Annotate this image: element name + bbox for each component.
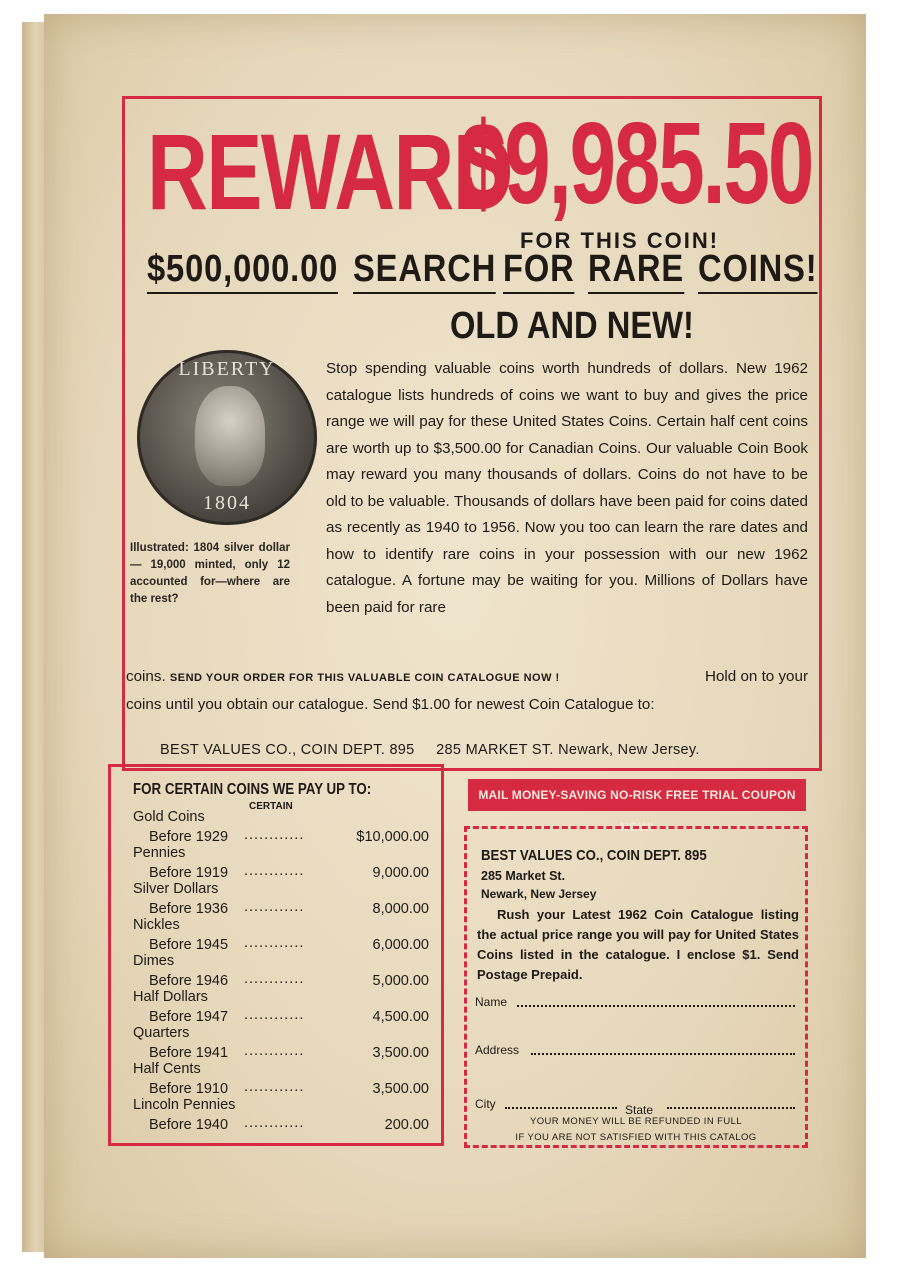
row-value: 3,500.00 — [372, 1081, 429, 1097]
headline-for: FOR — [503, 250, 575, 294]
price-table-subtitle: CERTAIN — [249, 801, 293, 812]
row-value: 4,500.00 — [372, 1009, 429, 1025]
reward-heading: REWARD — [147, 111, 513, 232]
headline-search: SEARCH — [353, 250, 496, 294]
price-row — [149, 1009, 429, 1025]
price-row — [149, 1117, 429, 1133]
row-item: Before 1929 — [149, 829, 229, 845]
order-coupon[interactable] — [464, 826, 808, 1148]
address-label: Address — [475, 1043, 520, 1057]
row-item: Before 1940 — [149, 1117, 229, 1133]
address-field[interactable] — [475, 1043, 795, 1057]
leader-dots: ............ — [244, 1043, 305, 1059]
leader-dots: ............ — [244, 1007, 305, 1023]
address-line: BEST VALUES CO., COIN DEPT. 895 285 MARKET ST. Newark, New Jersey. — [160, 742, 700, 758]
row-value: 9,000.00 — [372, 865, 429, 881]
category-half-dollars: Half Dollars — [133, 989, 208, 1005]
leader-dots: ............ — [244, 899, 305, 915]
leader-dots: ............ — [244, 1079, 305, 1095]
category-nickles: Nickles — [133, 917, 180, 933]
row-value: 6,000.00 — [372, 937, 429, 953]
name-line[interactable] — [517, 1005, 795, 1007]
coupon-banner: MAIL MONEY-SAVING NO-RISK FREE TRIAL COUPON NOW! — [468, 779, 806, 811]
city-state-field[interactable] — [475, 1097, 795, 1117]
category-quarters: Quarters — [133, 1025, 190, 1041]
for-this-coin-text: FOR THIS COIN! — [520, 228, 720, 253]
state-label: State — [625, 1103, 654, 1117]
name-label: Name — [475, 995, 508, 1009]
category-half-cents: Half Cents — [133, 1061, 201, 1077]
city-label: City — [475, 1097, 496, 1111]
price-row — [149, 901, 429, 917]
headline-coins: COINS! — [698, 250, 818, 294]
row-value: 3,500.00 — [372, 1045, 429, 1061]
name-field[interactable] — [475, 995, 795, 1009]
coupon-message: Rush your Latest 1962 Coin Catalogue listing the actual price range you will pay for United States Coins listed in the catalogue. I enclose $1. Send Postage Prepaid. — [477, 907, 799, 982]
silver-dollar-image — [137, 350, 317, 525]
body-text — [326, 356, 808, 621]
price-row — [149, 973, 429, 989]
row-item: Before 1947 — [149, 1009, 229, 1025]
state-line[interactable] — [667, 1107, 795, 1109]
category-pennies: Pennies — [133, 845, 186, 861]
address-line-input[interactable] — [531, 1053, 795, 1055]
body-paragraph: Stop spending valuable coins worth hundreds of dollars. New 1962 catalogue lists hundreds of coins we want to buy and gives the price range we will pay for these United States Coins. Certain half cent coins are worth up to $3,500.00 for Canadian Coins. Our valuable Coin Book may reward you many thousands of dollars. Coins do not have to be old to be valuable. Thousands of dollars have been paid for coins dated as recently as 1940 to 1956. Now you too can learn the rare dates and how to identify rare coins in your possession with our new 1962 catalogue. A fortune may be waiting for you. Millions of Dollars have been paid for rare — [326, 360, 808, 616]
price-row — [149, 829, 429, 845]
old-and-new-text: OLD AND NEW! — [450, 305, 694, 347]
headline-rare: RARE — [588, 250, 684, 294]
price-table-title: FOR CERTAIN COINS WE PAY UP TO: — [133, 781, 372, 798]
row-value: 8,000.00 — [372, 901, 429, 917]
leader-dots: ............ — [244, 971, 305, 987]
order-line — [126, 664, 808, 691]
row-item: Before 1945 — [149, 937, 229, 953]
price-row — [149, 865, 429, 881]
order-line-end: Hold on to your — [705, 668, 808, 685]
coupon-company: BEST VALUES CO., COIN DEPT. 895 — [481, 847, 707, 864]
reward-amount: $9,985.50 — [460, 98, 813, 228]
leader-dots: ............ — [244, 827, 305, 843]
order-line-2: coins until you obtain our catalogue. Send $1.00 for newest Coin Catalogue to: — [126, 696, 655, 713]
category-dimes: Dimes — [133, 953, 175, 969]
row-item: Before 1910 — [149, 1081, 229, 1097]
row-item: Before 1936 — [149, 901, 229, 917]
guarantee-line-2: IF YOU ARE NOT SATISFIED WITH THIS CATALOG — [515, 1132, 757, 1143]
price-row — [149, 1081, 429, 1097]
category-gold-coins: Gold Coins — [133, 809, 205, 825]
order-line-start: coins. — [126, 668, 166, 685]
coupon-street: 285 Market St. — [481, 869, 566, 883]
headline-amount: $500,000.00 — [147, 250, 338, 294]
leader-dots: ............ — [244, 935, 305, 951]
coin-legend: LIBERTY — [178, 358, 276, 380]
row-value: 5,000.00 — [372, 973, 429, 989]
price-row — [149, 1045, 429, 1061]
liberty-bust-icon — [195, 386, 265, 486]
leader-dots: ............ — [244, 863, 305, 879]
category-lincoln-pennies: Lincoln Pennies — [133, 1097, 236, 1113]
coupon-city: Newark, New Jersey — [481, 887, 597, 901]
order-now-text: SEND YOUR ORDER FOR THIS VALUABLE COIN CATALOGUE NOW ! — [169, 672, 560, 684]
category-silver-dollars: Silver Dollars — [133, 881, 219, 897]
row-value: $10,000.00 — [356, 829, 429, 845]
leader-dots: ............ — [244, 1115, 305, 1131]
guarantee-line-1: YOUR MONEY WILL BE REFUNDED IN FULL — [530, 1116, 742, 1127]
price-row — [149, 937, 429, 953]
row-value: 200.00 — [384, 1117, 429, 1133]
coin-year: 1804 — [203, 492, 251, 514]
coin-caption: Illustrated: 1804 silver dollar — 19,000 minted, only 12 accounted for—where are the rest? — [130, 542, 290, 605]
row-item: Before 1941 — [149, 1045, 229, 1061]
price-table — [108, 764, 444, 1146]
row-item: Before 1946 — [149, 973, 229, 989]
row-item: Before 1919 — [149, 865, 229, 881]
city-line[interactable] — [505, 1107, 617, 1109]
